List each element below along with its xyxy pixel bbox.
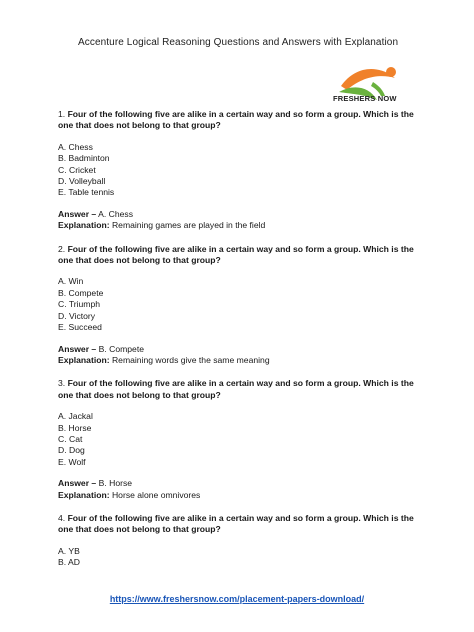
question-body: Four of the following five are alike in a certain way and so form a group. Which is the one that does not belong to that group?	[58, 109, 414, 131]
option: A. Chess	[58, 141, 93, 152]
options-list	[58, 142, 428, 199]
option: C. Cat	[58, 433, 83, 444]
footer-download-link[interactable]: https://www.freshersnow.com/placement-papers-download/	[109, 594, 365, 604]
option: E. Succeed	[58, 322, 102, 333]
explanation-line	[58, 490, 428, 501]
question-number: 4.	[58, 512, 66, 523]
option: B. AD	[58, 557, 80, 568]
option: D. Victory	[58, 310, 96, 321]
question-text	[58, 109, 428, 132]
options-list	[58, 546, 428, 569]
option: B. Horse	[58, 422, 92, 433]
question-number: 3.	[58, 378, 66, 389]
answer-label: Answer –	[58, 478, 97, 489]
option: E. Table tennis	[58, 187, 115, 198]
question-body: Four of the following five are alike in a certain way and so form a group. Which is the one that does not belong to that group?	[58, 243, 414, 266]
answer-value: B. Compete	[98, 343, 144, 354]
explanation-label: Explanation:	[58, 489, 110, 500]
explanation-label: Explanation:	[58, 354, 110, 365]
question-block-4	[58, 513, 428, 569]
options-list	[58, 411, 428, 468]
option: C. Cricket	[58, 164, 96, 175]
question-block-2	[58, 244, 428, 367]
explanation-line	[58, 220, 428, 231]
explanation-value: Horse alone omnivores	[111, 489, 201, 500]
answer-line	[58, 478, 428, 489]
question-text	[58, 513, 428, 536]
answer-label: Answer –	[58, 208, 97, 219]
question-text	[58, 378, 428, 401]
answer-value: A. Chess	[98, 208, 134, 219]
logo-text: FRESHERS NOW	[333, 94, 397, 103]
question-block-3	[58, 378, 428, 501]
explanation-label: Explanation:	[58, 220, 110, 231]
explanation-line	[58, 355, 428, 366]
explanation-value: Remaining words give the same meaning	[111, 354, 270, 365]
question-block-1	[58, 109, 428, 232]
answer-line	[58, 344, 428, 355]
option: C. Triumph	[58, 299, 101, 310]
question-number: 1.	[58, 109, 66, 119]
explanation-value: Remaining games are played in the field	[111, 220, 266, 231]
option: B. Compete	[58, 287, 104, 298]
option: A. Jackal	[58, 411, 93, 422]
answer-value: B. Horse	[98, 478, 133, 489]
question-body: Four of the following five are alike in a certain way and so form a group. Which is the one that does not belong to that group?	[58, 378, 414, 400]
question-number: 2.	[58, 243, 66, 254]
answer-line	[58, 209, 428, 220]
question-list	[58, 109, 428, 581]
option: A. Win	[58, 276, 84, 287]
document-title: Accenture Logical Reasoning Questions and Answers with Explanation	[78, 37, 399, 48]
option: E. Wolf	[58, 456, 86, 467]
option: A. YB	[58, 545, 80, 556]
answer-label: Answer –	[58, 343, 97, 354]
option: D. Volleyball	[58, 176, 106, 187]
question-body: Four of the following five are alike in a certain way and so form a group. Which is the one that does not belong to that group?	[58, 512, 414, 535]
question-text	[58, 244, 428, 267]
option: B. Badminton	[58, 153, 110, 164]
options-list	[58, 276, 428, 333]
option: D. Dog	[58, 445, 85, 456]
